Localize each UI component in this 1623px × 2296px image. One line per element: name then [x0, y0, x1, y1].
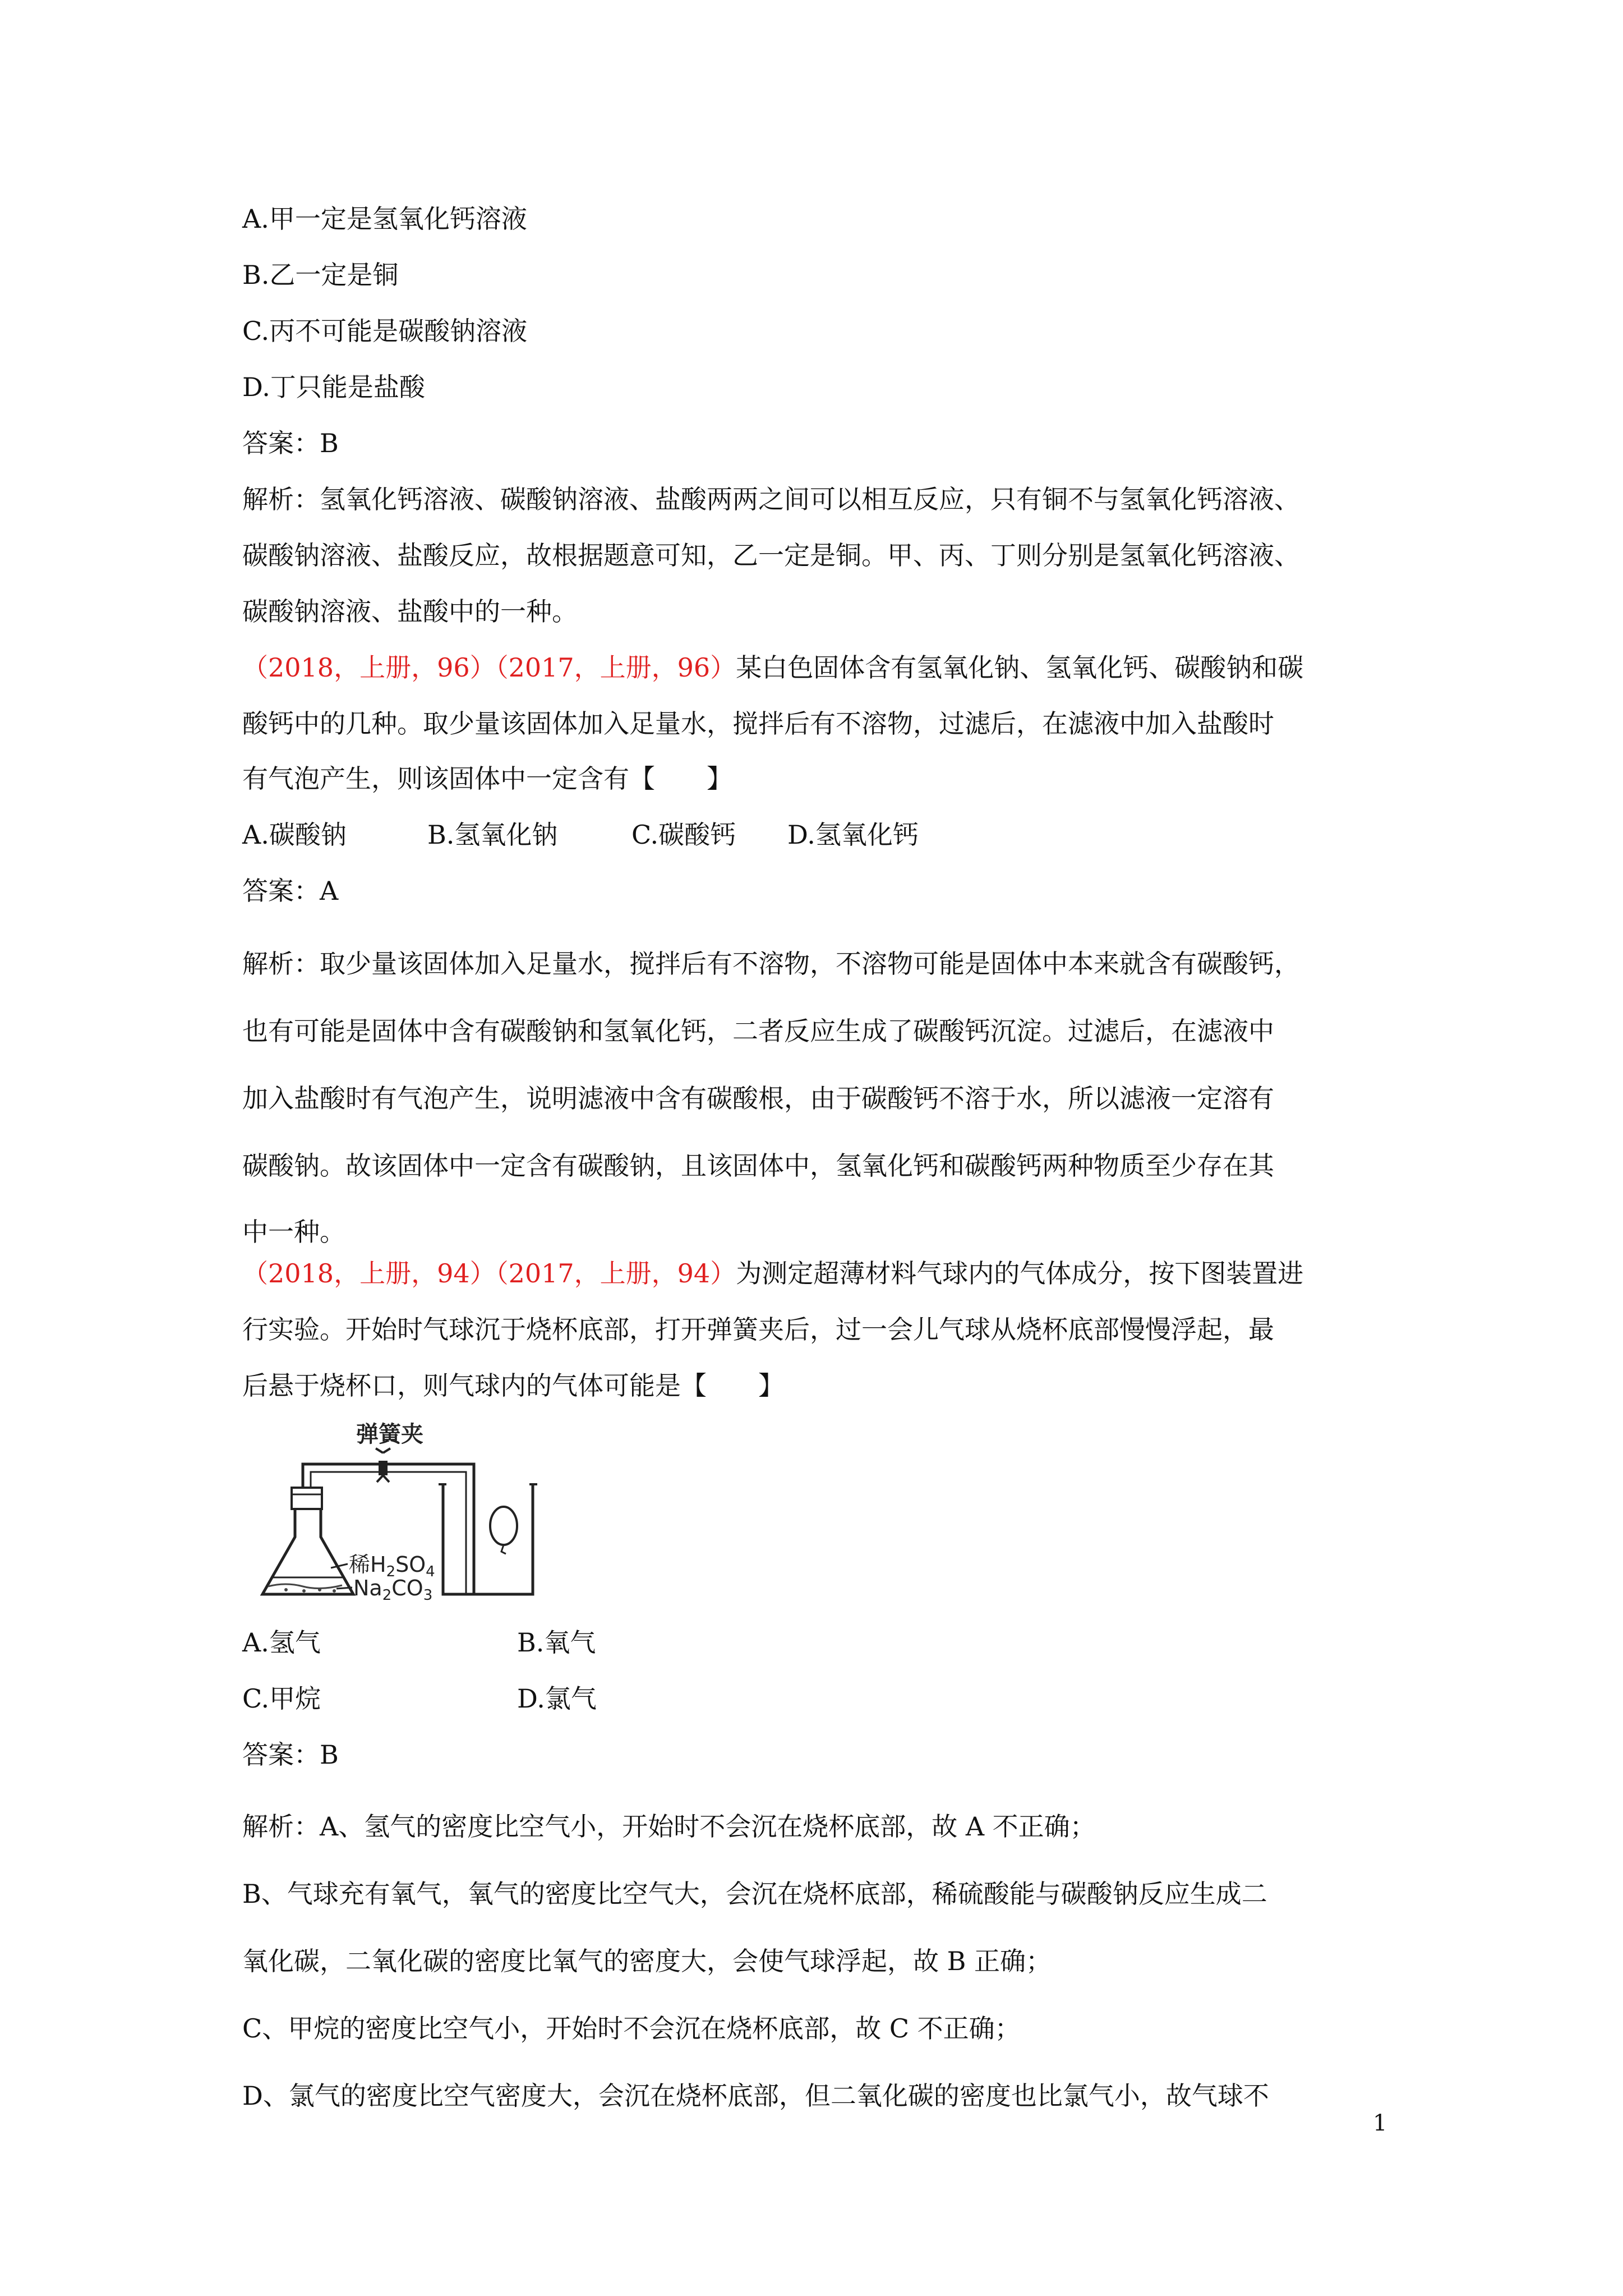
q3-options-row2	[242, 1682, 597, 1715]
carbonate-solid	[268, 1584, 342, 1589]
q1-analysis-line: 碳酸钠溶液、盐酸反应，故根据题意可知，乙一定是铜。甲、丙、丁则分别是氢氧化钙溶液、	[242, 540, 1300, 570]
q3-analysis-line: D、氯气的密度比空气密度大，会沉在烧杯底部，但二氧化碳的密度也比氯气小，故气球不	[242, 2081, 1269, 2111]
q1-analysis-line: 解析：氢氧化钙溶液、碳酸钠溶液、盐酸两两之间可以相互反应，只有铜不与氢氧化钙溶液、	[242, 484, 1300, 514]
q2-analysis-line: 加入盐酸时有气泡产生，说明滤液中含有碳酸根，由于碳酸钙不溶于水，所以滤液一定溶有	[242, 1083, 1274, 1114]
page-number: 1	[1373, 2110, 1387, 2136]
q1-option-c: C.丙不可能是碳酸钠溶液	[242, 316, 528, 346]
q3-option-a: A.氢气	[242, 1627, 321, 1658]
q2-source: （2018，上册，96）（2017，上册，96）	[242, 652, 736, 683]
q3-stem-line: 行实验。开始时气球沉于烧杯底部，打开弹簧夹后，过一会儿气球从烧杯底部慢慢浮起，最	[242, 1314, 1274, 1345]
acid-label: 稀$H_2SO_4$	[349, 1552, 435, 1580]
balloon	[490, 1507, 517, 1545]
salt-label: $Na_2CO_3$	[353, 1576, 433, 1604]
q3-option-c: C.甲烷	[242, 1683, 321, 1714]
q1-option-b: B.乙一定是铜	[242, 260, 399, 290]
q2-analysis-line: 碳酸钠。故该固体中一定含有碳酸钠，且该固体中，氢氧化钙和碳酸钙两种物质至少存在其	[242, 1151, 1274, 1181]
q3-source: （2018，上册，94）（2017，上册，94）	[242, 1258, 736, 1289]
q3-stem-line	[242, 1257, 1303, 1290]
q2-analysis-line: 解析：取少量该固体加入足量水，搅拌后有不溶物，不溶物可能是固体中本来就含有碳酸钙，	[242, 949, 1300, 979]
q2-option-d: D.氢氧化钙	[787, 820, 919, 850]
apparatus-figure	[252, 1419, 544, 1604]
q3-stem-line: 后悬于烧杯口，则气球内的气体可能是【 】	[242, 1370, 784, 1401]
q2-analysis-line: 也有可能是固体中含有碳酸钠和氢氧化钙，二者反应生成了碳酸钙沉淀。过滤后，在滤液中	[242, 1016, 1274, 1046]
q2-options	[242, 818, 919, 852]
q2-analysis-line: 中一种。	[242, 1217, 345, 1247]
beaker	[443, 1484, 533, 1594]
q3-option-d: D.氯气	[517, 1683, 597, 1714]
conical-flask	[262, 1509, 353, 1594]
q3-options-row1	[242, 1626, 596, 1659]
rubber-stopper	[292, 1488, 322, 1509]
q1-answer: 答案：B	[242, 428, 339, 458]
q3-option-b: B.氧气	[517, 1627, 596, 1658]
q2-stem-line	[242, 651, 1303, 684]
q1-option-a: A.甲一定是氢氧化钙溶液	[242, 204, 527, 234]
q2-stem-line: 有气泡产生，则该固体中一定含有【 】	[242, 763, 732, 794]
q2-answer: 答案：A	[242, 876, 339, 906]
q3-answer: 答案：B	[242, 1740, 339, 1770]
q2-option-a: A.碳酸钠	[242, 820, 347, 850]
q1-analysis-line: 碳酸钠溶液、盐酸中的一种。	[242, 596, 578, 627]
q3-analysis-line: B、气球充有氧气，氧气的密度比空气大，会沉在烧杯底部，稀硫酸能与碳酸钠反应生成二	[242, 1879, 1267, 1909]
q2-stem-line: 酸钙中的几种。取少量该固体加入足量水，搅拌后有不溶物，过滤后，在滤液中加入盐酸时	[242, 708, 1274, 739]
q3-analysis-line: 解析：A、氢气的密度比空气小，开始时不会沉在烧杯底部，故 A 不正确；	[242, 1811, 1096, 1842]
clamp-label: 弹簧夹	[356, 1421, 423, 1447]
q3-analysis-line: 氧化碳，二氧化碳的密度比氧气的密度大，会使气球浮起，故 B 正确；	[242, 1946, 1052, 1976]
q3-stem-text: 为测定超薄材料气球内的气体成分，按下图装置进	[736, 1258, 1304, 1289]
q2-option-c: C.碳酸钙	[631, 820, 736, 850]
q2-option-b: B.氢氧化钠	[427, 820, 558, 850]
q1-option-d: D.丁只能是盐酸	[242, 372, 425, 402]
q3-analysis-line: C、甲烷的密度比空气小，开始时不会沉在烧杯底部，故 C 不正确；	[242, 2013, 1021, 2044]
q2-stem-text: 某白色固体含有氢氧化钠、氢氧化钙、碳酸钠和碳	[736, 652, 1304, 683]
